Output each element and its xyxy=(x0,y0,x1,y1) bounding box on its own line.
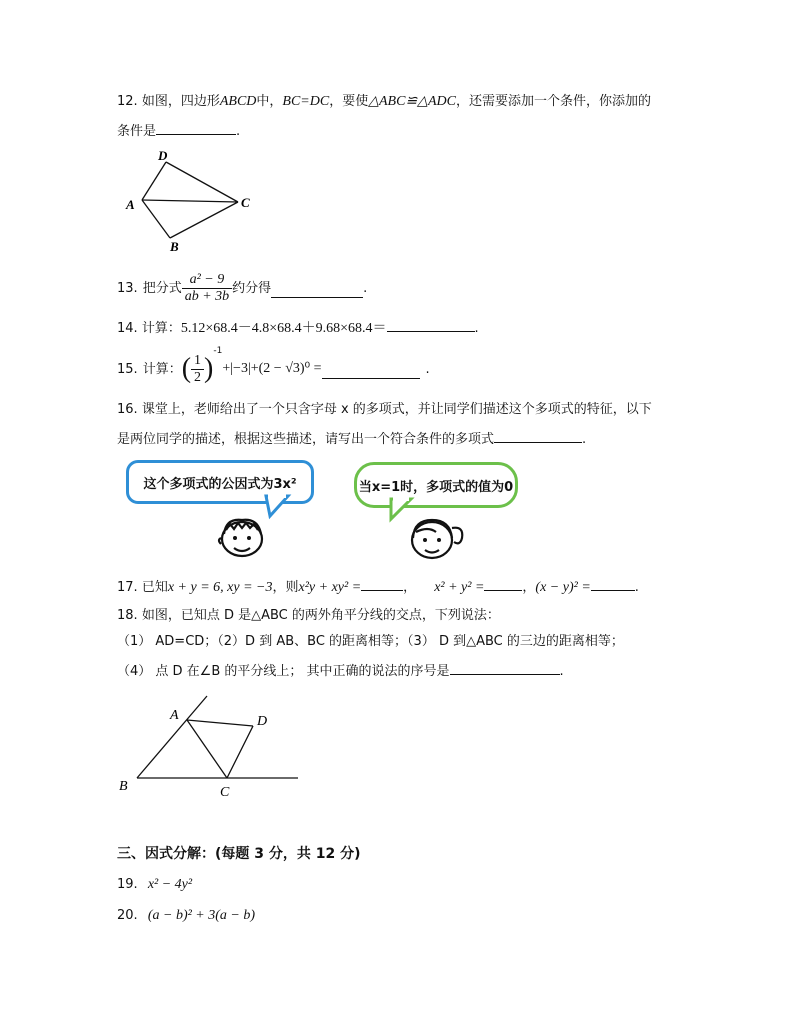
q13-denominator: ab + 3b xyxy=(184,288,230,304)
q15-line: 15. 计算： ( $\frac{1}{2}$ ) -1 +|−3|+(2 − √3)⁰ = . xyxy=(117,346,430,385)
q20-number: 20. xyxy=(117,908,138,923)
q17-sep2: ， xyxy=(522,580,536,595)
q18-line3 xyxy=(117,662,564,678)
q17-line xyxy=(117,578,639,595)
q15-expression-rest: +|−3|+(2 − √3)⁰ = xyxy=(222,361,322,376)
q20-expression: (a − b)² + 3(a − b) xyxy=(147,908,256,923)
q17-number: 17. xyxy=(117,580,138,595)
q14-line xyxy=(117,319,479,336)
q18-figure xyxy=(115,692,310,802)
q19-expression: x² − 4y² xyxy=(147,877,193,892)
q16-text-line1: 课堂上，老师给出了一个只含字母 x 的多项式，并让同学们描述这个多项式的特征，以下 xyxy=(141,402,652,417)
q13-answer-blank[interactable] xyxy=(271,285,363,298)
q18-number: 18. xyxy=(117,608,138,623)
q12-text-c: ，要使 xyxy=(329,94,369,109)
q18-label-d: D xyxy=(257,714,268,729)
q15-left-paren: ( xyxy=(181,353,192,384)
q15-frac-num: 1 xyxy=(191,354,204,370)
q13-fraction xyxy=(182,273,232,304)
q16-end: . xyxy=(582,432,587,447)
q12-line2 xyxy=(117,122,240,138)
q18-text-line1: 如图，已知点 D 是△ABC 的两外角平分线的交点，下列说法： xyxy=(141,608,500,623)
q15-fraction xyxy=(191,354,204,385)
q14-expression: 5.12×68.4－4.8×68.4＋9.68×68.4＝ xyxy=(180,321,387,336)
q14-answer-blank[interactable] xyxy=(387,319,475,332)
q16-number: 16. xyxy=(117,402,138,417)
q17-answer-blank-2[interactable] xyxy=(484,578,522,591)
q12-text-d: ，还需要添加一个条件，你添加的 xyxy=(455,94,651,109)
q16-bubble-right xyxy=(354,462,518,508)
q16-line2 xyxy=(117,430,586,446)
q12-figure xyxy=(120,148,260,256)
q16-line1 xyxy=(117,403,652,416)
q18-end: . xyxy=(559,664,564,679)
q19-number: 19. xyxy=(117,877,138,892)
q17-expr2: x² + y² = xyxy=(434,580,485,595)
q19-line xyxy=(117,878,192,892)
q18-label-a: A xyxy=(170,708,179,723)
q15-frac-den: 2 xyxy=(194,369,202,385)
q16-answer-blank[interactable] xyxy=(494,430,582,443)
q12-text-a: 如图，四边形 xyxy=(141,94,220,109)
q17-expr1: x²y + xy² = xyxy=(298,580,362,595)
q13-number: 13. xyxy=(117,280,138,296)
q17-answer-blank-3[interactable] xyxy=(591,578,635,591)
q18-text-line3: （4） 点 D 在∠B 的平分线上； 其中正确的说法的序号是 xyxy=(117,664,450,679)
q13-text-post: 约分得 xyxy=(232,280,272,296)
q12-label-a: A xyxy=(126,197,135,212)
q12-label-b: B xyxy=(170,239,179,254)
boy-face-icon xyxy=(212,512,272,562)
q16-bubble-left-text: 这个多项式的公因式为3x² xyxy=(143,476,297,492)
q15-end: . xyxy=(425,361,430,377)
q12-number: 12. xyxy=(117,94,138,109)
q15-right-paren: ) xyxy=(204,353,214,384)
q12-text-b: 中， xyxy=(256,94,283,109)
q15-text-pre: 计算： xyxy=(142,361,182,377)
q17-answer-blank-1[interactable] xyxy=(361,578,403,591)
q12-quad-name: ABCD xyxy=(219,94,257,109)
q18-answer-blank[interactable] xyxy=(450,662,560,675)
q20-line xyxy=(117,909,255,923)
q18-label-b: B xyxy=(119,779,128,794)
q12-end: . xyxy=(236,124,241,139)
q17-end: . xyxy=(634,580,639,595)
q18-label-c: C xyxy=(220,785,230,800)
q16-text-line2: 是两位同学的描述，根据这些描述，请写出一个符合条件的多项式 xyxy=(117,432,495,447)
q12-line1 xyxy=(117,95,651,109)
q14-text-pre: 计算： xyxy=(141,321,181,336)
q14-end: . xyxy=(474,321,479,336)
q17-sep1: ， xyxy=(403,580,417,595)
q12-equality: BC=DC xyxy=(282,94,330,109)
q13-end: . xyxy=(363,280,368,296)
q12-congruence: △ABC≌△ADC xyxy=(368,94,456,109)
q17-text-pre: 已知 xyxy=(141,580,168,595)
q13-text-pre: 把分式 xyxy=(142,280,182,296)
q12-label-d: D xyxy=(158,148,168,163)
q12-answer-blank[interactable] xyxy=(156,122,236,135)
q17-condition: x + y = 6, xy = −3 xyxy=(167,580,273,595)
q12-label-c: C xyxy=(241,195,250,210)
q18-line1 xyxy=(117,609,500,622)
q15-answer-blank[interactable] xyxy=(322,366,420,379)
q14-number: 14. xyxy=(117,321,138,336)
q18-line2 xyxy=(117,635,624,648)
q16-bubble-right-text: 当x=1时，多项式的值为0 xyxy=(358,479,514,495)
q13-numerator: a² − 9 xyxy=(182,273,232,289)
section3-title: 三、因式分解：(每题 3 分，共 12 分) xyxy=(117,846,361,862)
q17-text-then: ，则 xyxy=(272,580,299,595)
q18-text-line2: （1） AD=CD；（2）D 到 AB、BC 的距离相等；（3） D 到△ABC 的三边的距离相等； xyxy=(117,634,624,649)
q15-number: 15. xyxy=(117,361,138,377)
q17-expr3: (x − y)² = xyxy=(535,580,591,595)
girl-face-icon xyxy=(402,512,472,566)
q13-line xyxy=(117,268,367,308)
q12-text-e: 条件是 xyxy=(117,124,157,139)
